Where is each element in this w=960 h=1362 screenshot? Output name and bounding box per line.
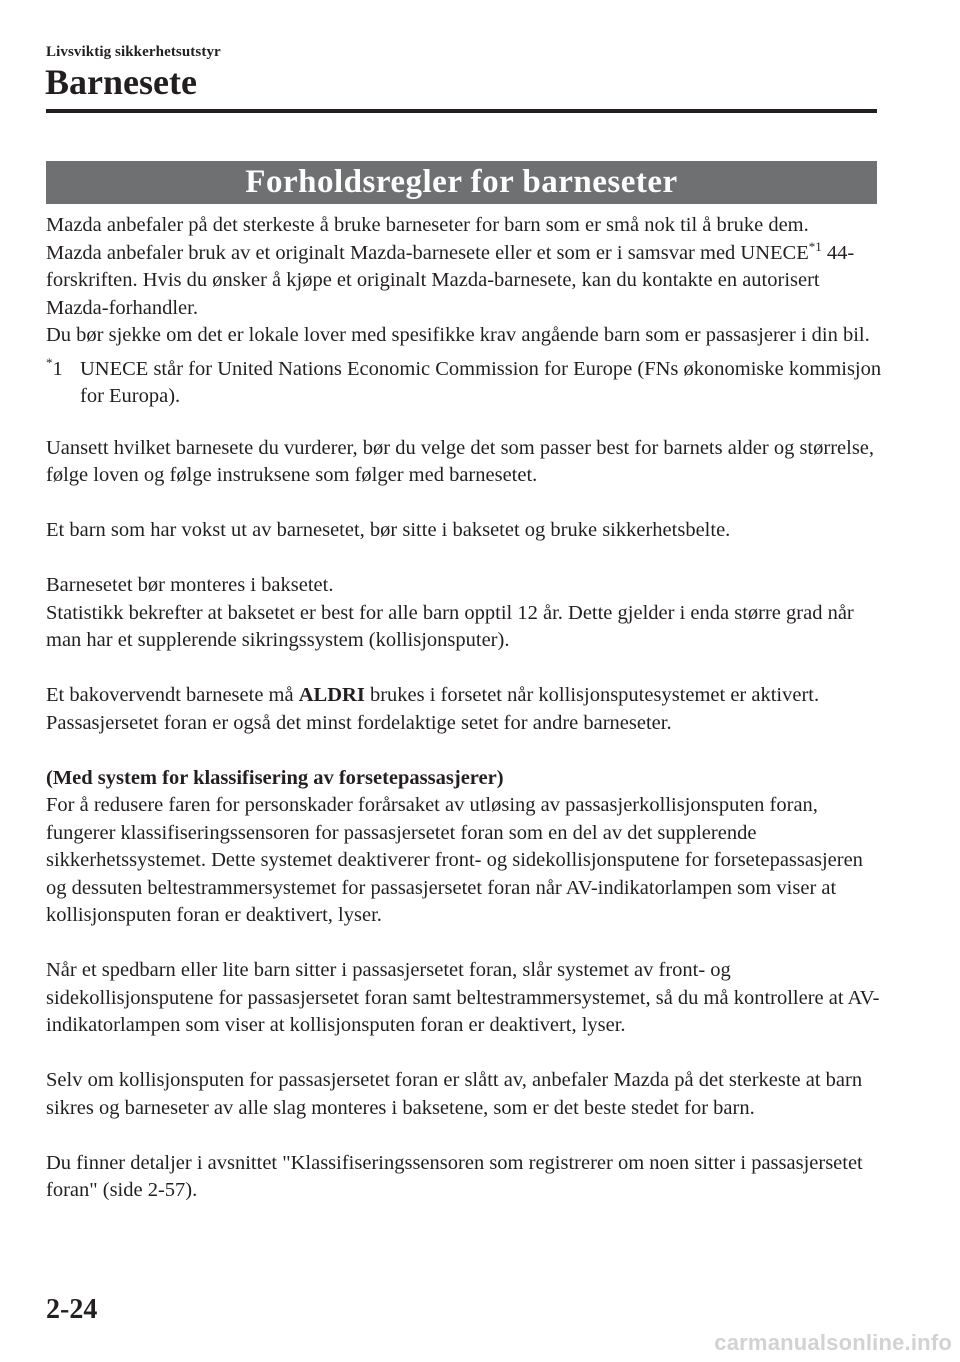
paragraph-original-seat: [46, 240, 886, 323]
paragraph-infant-front: Når et spedbarn eller lite barn sitter i passasjersetet foran, slår systemet av front- og sidekollisjonsputene for passasjersetet foran samt beltestrammersystemet, så du må kontrollere at AV-indikatorlampen som viser at kollisjonsputen foran er deaktivert, lyser.: [46, 959, 880, 1036]
footnote-marker: [46, 356, 80, 411]
footnote: [46, 356, 886, 411]
subheading-classification: (Med system for klassifisering av forsetepassasjerer): [46, 766, 504, 789]
heading-divider: [46, 109, 877, 113]
paragraph-recommendation: Mazda anbefaler på det sterkeste å bruke barneseter for barn som er små nok til å bruke dem.: [46, 214, 809, 236]
footnote-asterisk: *: [46, 354, 53, 370]
body-text: [46, 212, 886, 1232]
page-number: 2-24: [46, 1294, 98, 1325]
paragraph-rear-facing-a: Et bakovervendt barnesete må: [46, 684, 299, 706]
paragraph-local-laws: Du bør sjekke om det er lokale lover med spesifikke krav angående barn som er passasjerer i din bil.: [46, 324, 870, 346]
section-title-bar: Forholdsregler for barneseter: [46, 161, 877, 204]
paragraph-classification-sensor: For å redusere faren for personskader forårsaket av utløsing av passasjerkollisjonsputen foran, fungerer klassifiseringssensoren for passasjersetet foran som en del av det supplerende sikkerhetssystemet. Dette systemet deaktiverer front- og sidekollisjonsputene for forsetepassasjeren og dessuten beltestrammersystemet for passasjersetet foran når AV-indikatorlampen som viser at kollisjonsputen foran er deaktivert, lyser.: [46, 794, 863, 926]
paragraph-original-seat-a: Mazda anbefaler bruk av et originalt Mazda-barnesete eller et som er i samsvar med UNECE: [46, 241, 809, 264]
paragraph-airbag-off: Selv om kollisjonsputen for passasjersetet foran er slått av, anbefaler Mazda på det sterkeste at barn sikres og barneseter av alle slag monteres i baksetene, som er det beste stedet for barn.: [46, 1069, 863, 1119]
paragraph-outgrown: Et barn som har vokst ut av barnesetet, bør sitte i baksetet og bruke sikkerhetsbelte.: [46, 519, 731, 541]
never-emphasis: ALDRI: [298, 684, 365, 706]
footnote-text: UNECE står for United Nations Economic Commission for Europe (FNs økonomiske kommisjon for Europa).: [80, 357, 882, 407]
footnote-reference: *1: [808, 238, 822, 254]
paragraph-rear-facing-warning: [46, 682, 886, 737]
paragraph-original-seat-b: 44-forskriften. Hvis du ønsker å kjøpe et originalt Mazda-barnesete, kan du kontakte en autorisert Mazda-forhandler.: [46, 241, 855, 319]
paragraph-reference: Du finner detaljer i avsnittet "Klassifiseringssensoren som registrerer om noen sitter i passasjersetet foran" (side 2-57).: [46, 1151, 863, 1201]
paragraph-choose-seat: Uansett hvilket barnesete du vurderer, bør du velge det som passer best for barnets alder og størrelse, følge loven og følge instruksene som følger med barnesetet.: [46, 436, 875, 486]
watermark: carmanualsonline.info: [714, 1330, 952, 1355]
paragraph-rear-facing-b: brukes i forsetet når kollisjonsputesystemet er aktivert. Passasjersetet foran er også det minst fordelaktige setet for andre barneseter.: [46, 684, 820, 734]
section-label: Livsviktig sikkerhetsutstyr: [46, 44, 221, 60]
paragraph-statistics: Statistikk bekrefter at baksetet er best for alle barn opptil 12 år. Dette gjelder i enda større grad når man har et supplerende sikringssystem (kollisjonsputer).: [46, 601, 854, 651]
page-title: Barnesete: [45, 62, 197, 102]
paragraph-rear-seat: Barnesetet bør monteres i baksetet.: [46, 574, 334, 596]
footnote-number: 1: [52, 357, 63, 380]
